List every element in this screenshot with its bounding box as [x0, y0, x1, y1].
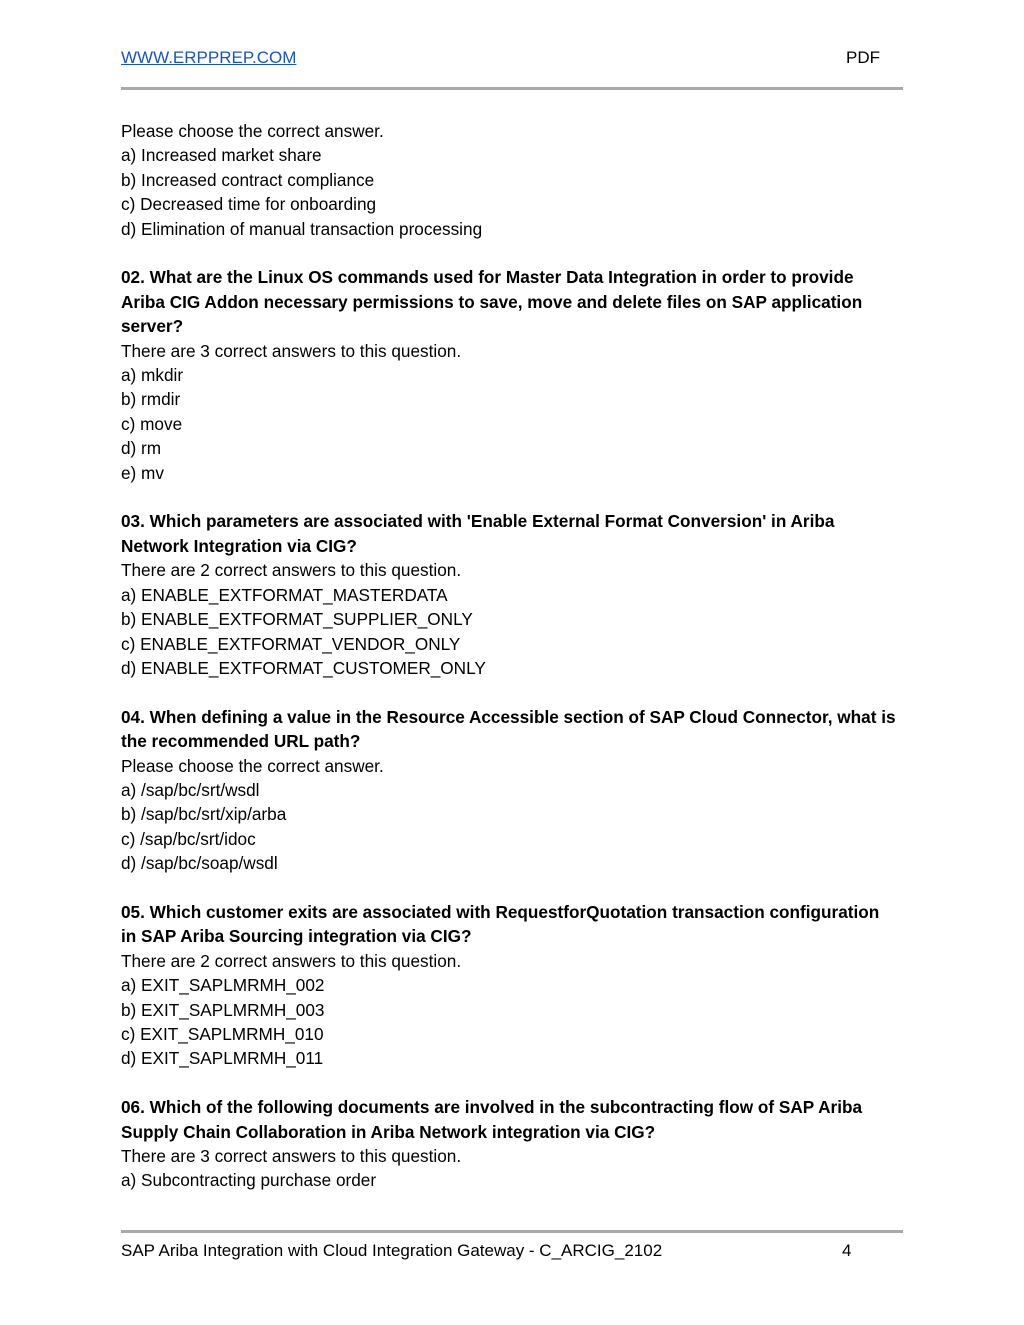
question-block-06 — [121, 1095, 896, 1193]
answer-option: c) move — [121, 413, 183, 434]
answer-option: b) /sap/bc/srt/xip/arba — [121, 804, 287, 825]
answer-instruction: Please choose the correct answer. — [121, 755, 384, 776]
pdf-label: PDF — [846, 48, 880, 67]
question-text: 03. Which parameters are associated with 'Enable External Format Conversion' in Ariba Network Integration via CIG? — [121, 511, 835, 556]
answer-option: a) Subcontracting purchase order — [121, 1170, 377, 1191]
answer-option: c) EXIT_SAPLMRMH_010 — [121, 1023, 324, 1044]
answer-instruction: There are 3 correct answers to this question. — [121, 340, 462, 361]
footer-title: SAP Ariba Integration with Cloud Integration Gateway - C_ARCIG_2102 — [121, 1241, 663, 1260]
footer-divider — [121, 1230, 903, 1233]
answer-option: d) Elimination of manual transaction processing — [121, 218, 483, 239]
question-block-02 — [121, 265, 896, 485]
question-text: 05. Which customer exits are associated with RequestforQuotation transaction configuration in SAP Ariba Sourcing integration via CIG? — [121, 901, 880, 947]
answer-option: a) /sap/bc/srt/wsdl — [121, 779, 260, 800]
page-number: 4 — [842, 1241, 852, 1260]
answer-option: d) rm — [121, 438, 162, 459]
header-divider — [121, 87, 903, 90]
answer-option: a) mkdir — [121, 365, 184, 386]
answer-option: b) rmdir — [121, 389, 181, 410]
page-footer — [121, 1241, 861, 1265]
answer-instruction: There are 2 correct answers to this question. — [121, 560, 462, 581]
answer-option: c) /sap/bc/srt/idoc — [121, 828, 256, 849]
answer-option: a) ENABLE_EXTFORMAT_MASTERDATA — [121, 584, 448, 605]
answer-option: b) EXIT_SAPLMRMH_003 — [121, 999, 325, 1020]
answer-option: a) Increased market share — [121, 145, 322, 166]
question-block-05 — [121, 900, 896, 1071]
question-text: 04. When defining a value in the Resource Accessible section of SAP Cloud Connector, what is the recommended URL path? — [121, 706, 896, 752]
answer-option: e) mv — [121, 462, 164, 483]
question-block-03 — [121, 509, 896, 680]
answer-option: c) Decreased time for onboarding — [121, 194, 377, 215]
answer-instruction: There are 2 correct answers to this question. — [121, 950, 462, 971]
answer-instruction: Please choose the correct answer. — [121, 121, 384, 141]
answer-option: d) /sap/bc/soap/wsdl — [121, 853, 278, 874]
answer-option: b) Increased contract compliance — [121, 169, 375, 190]
question-block-01 — [121, 119, 896, 241]
answer-option: d) EXIT_SAPLMRMH_011 — [121, 1048, 324, 1069]
page-header — [121, 48, 883, 72]
answer-option: c) ENABLE_EXTFORMAT_VENDOR_ONLY — [121, 633, 461, 654]
answer-option: d) ENABLE_EXTFORMAT_CUSTOMER_ONLY — [121, 657, 486, 678]
answer-option: b) ENABLE_EXTFORMAT_SUPPLIER_ONLY — [121, 609, 473, 630]
question-text: 06. Which of the following documents are involved in the subcontracting flow of SAP Ariba Supply Chain Collaboration in Ariba Network integration via CIG? — [121, 1097, 863, 1142]
question-block-04 — [121, 705, 896, 876]
question-text: 02. What are the Linux OS commands used for Master Data Integration in order to provide Ariba CIG Addon necessary permissions to save, move and delete files on SAP application server? — [121, 267, 863, 337]
page-content — [121, 119, 896, 1217]
answer-instruction: There are 3 correct answers to this question. — [121, 1145, 462, 1166]
site-link[interactable]: WWW.ERPPREP.COM — [121, 48, 297, 67]
answer-option: a) EXIT_SAPLMRMH_002 — [121, 975, 325, 996]
